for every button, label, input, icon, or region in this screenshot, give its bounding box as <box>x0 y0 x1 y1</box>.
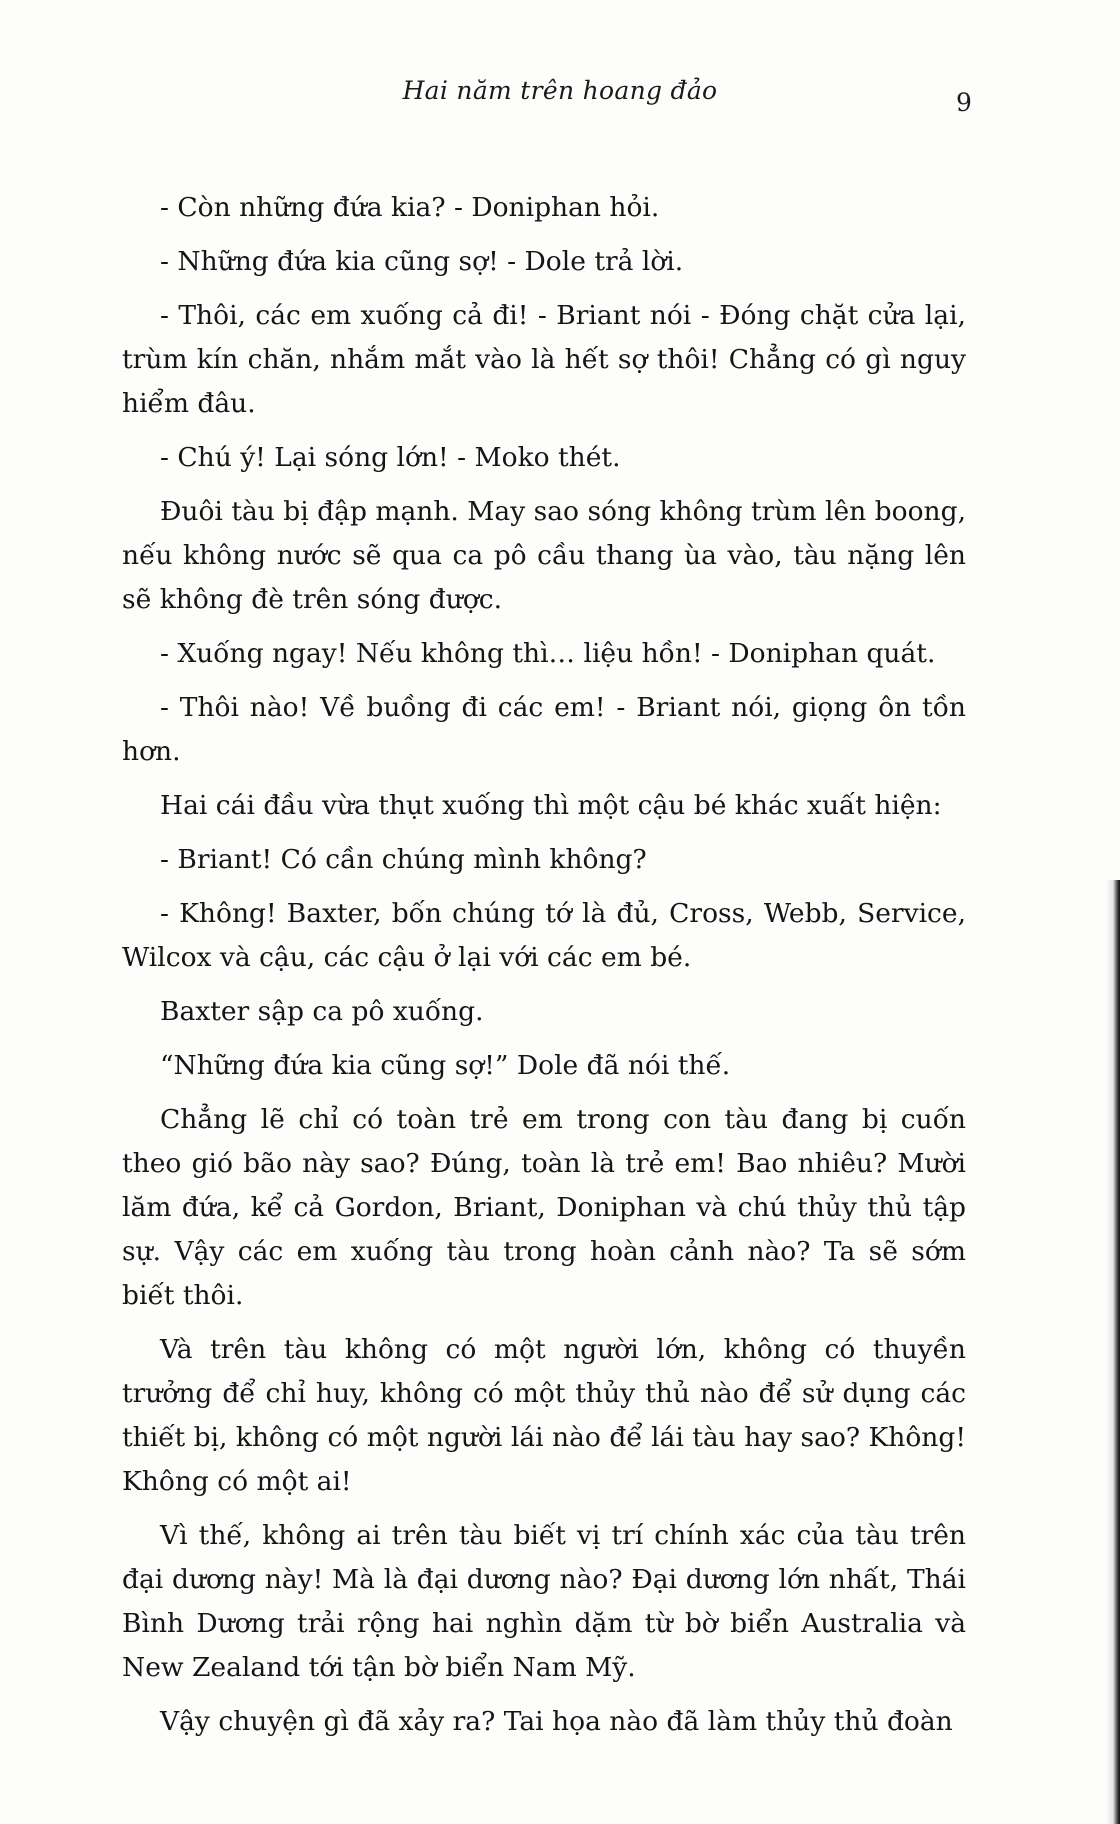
paragraph: Đuôi tàu bị đập mạnh. May sao sóng không trùm lên boong, nếu không nước sẽ qua ca pô cầu thang ùa vào, tàu nặng lên sẽ không đè trên sóng được. <box>122 496 966 615</box>
paragraph: - Xuống ngay! Nếu không thì… liệu hồn! - Doniphan quát. <box>160 638 936 669</box>
body-text <box>122 186 966 1754</box>
paragraph: Baxter sập ca pô xuống. <box>160 996 484 1027</box>
paragraph: Hai cái đầu vừa thụt xuống thì một cậu bé khác xuất hiện: <box>160 790 942 821</box>
paragraph: Vì thế, không ai trên tàu biết vị trí chính xác của tàu trên đại dương này! Mà là đại dương nào? Đại dương lớn nhất, Thái Bình Dương trải rộng hai nghìn dặm từ bờ biển Australia và New Zealand tới tận bờ biển Nam Mỹ. <box>122 1520 966 1683</box>
paragraph: - Thôi nào! Về buồng đi các em! - Briant nói, giọng ôn tồn hơn. <box>122 692 966 767</box>
paragraph: Vậy chuyện gì đã xảy ra? Tai họa nào đã làm thủy thủ đoàn <box>160 1706 953 1737</box>
paragraph: Và trên tàu không có một người lớn, không có thuyền trưởng để chỉ huy, không có một thủy thủ nào để sử dụng các thiết bị, không có một người lái nào để lái tàu hay sao? Không! Không có một ai! <box>122 1334 966 1497</box>
paragraph: Chẳng lẽ chỉ có toàn trẻ em trong con tàu đang bị cuốn theo gió bão này sao? Đúng, toàn là trẻ em! Bao nhiêu? Mười lăm đứa, kể cả Gordon, Briant, Doniphan và chú thủy thủ tập sự. Vậy các em xuống tàu trong hoàn cảnh nào? Ta sẽ sớm biết thôi. <box>122 1104 966 1311</box>
paragraph: - Còn những đứa kia? - Doniphan hỏi. <box>160 192 660 223</box>
page-number: 9 <box>956 88 972 117</box>
paragraph: - Chú ý! Lại sóng lớn! - Moko thét. <box>160 442 621 473</box>
paragraph: - Thôi, các em xuống cả đi! - Briant nói - Đóng chặt cửa lại, trùm kín chăn, nhắm mắt vào là hết sợ thôi! Chẳng có gì nguy hiểm đâu. <box>122 300 966 419</box>
paragraph: - Không! Baxter, bốn chúng tớ là đủ, Cross, Webb, Service, Wilcox và cậu, các cậu ở lại với các em bé. <box>122 898 966 973</box>
paragraph: - Những đứa kia cũng sợ! - Dole trả lời. <box>160 246 684 277</box>
running-title: Hai năm trên hoang đảo <box>402 76 718 105</box>
paragraph: - Briant! Có cần chúng mình không? <box>160 844 647 875</box>
page-edge-shadow <box>1106 880 1120 1824</box>
paragraph: “Những đứa kia cũng sợ!” Dole đã nói thế. <box>160 1050 731 1081</box>
